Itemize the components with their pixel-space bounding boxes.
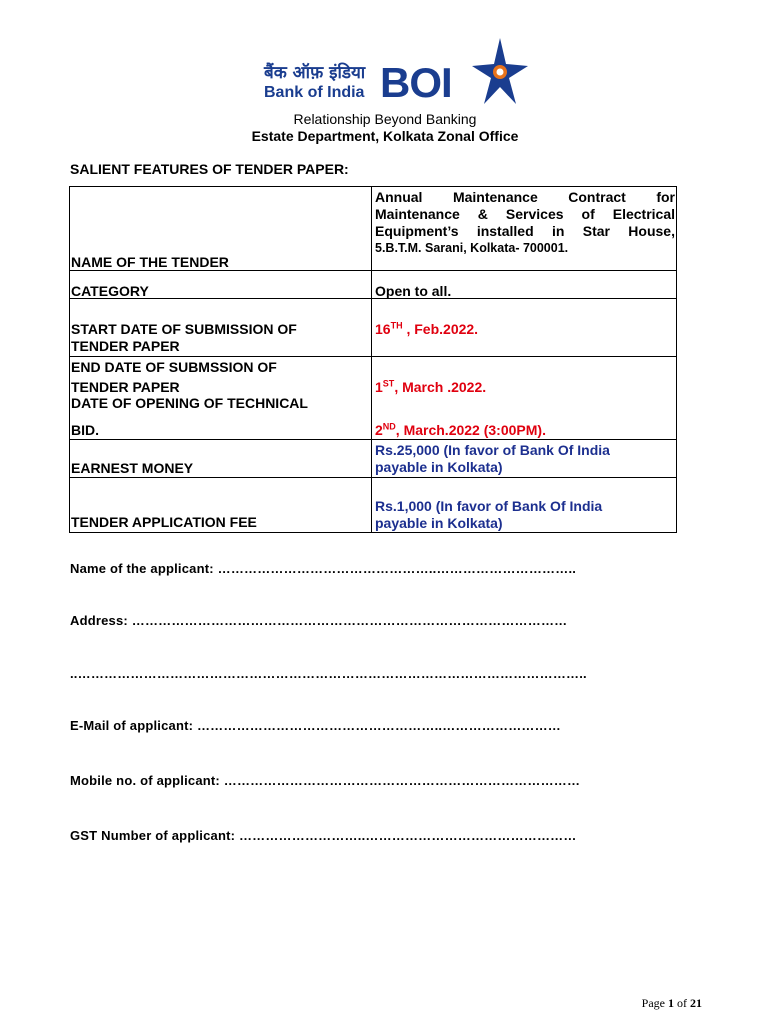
address-line2-field[interactable]: ..…………………………………………………………………………………………………….. <box>70 666 587 681</box>
end-date-value: 1ST, March .2022. <box>375 378 487 395</box>
table-row-name <box>69 186 677 271</box>
page-number: Page 1 of 21 <box>641 996 702 1010</box>
end-date-label-line1: END DATE OF SUBMSSION OF <box>71 359 277 375</box>
opening-date-label-line2: BID. <box>71 422 99 438</box>
bank-logo <box>262 36 530 108</box>
address-field[interactable]: Address: ……………………………………………………………………………………… <box>70 613 568 628</box>
tender-name-line4: 5.B.T.M. Sarani, Kolkata- 700001. <box>375 241 569 255</box>
application-fee-label: TENDER APPLICATION FEE <box>71 514 257 530</box>
earnest-money-line2: payable in Kolkata) <box>375 459 503 475</box>
table-row-earnest-money <box>69 439 677 478</box>
logo-abbreviation: BOI <box>380 59 452 106</box>
table-row-category <box>69 270 677 299</box>
category-value: Open to all. <box>375 283 452 299</box>
table-row-opening-date <box>69 395 677 440</box>
office-title: Estate Department, Kolkata Zonal Office <box>251 128 519 144</box>
start-date-label-line1: START DATE OF SUBMISSION OF <box>71 321 297 337</box>
applicant-name-field[interactable]: Name of the applicant: …………………………………………..………………………….. <box>70 561 577 576</box>
tagline: Relationship Beyond Banking <box>293 111 477 127</box>
end-date-label-line2: TENDER PAPER <box>71 379 180 395</box>
tender-name-line2: Maintenance & Services of Electrical <box>375 206 675 222</box>
logo-english-name: Bank of India <box>264 84 365 101</box>
star-logo-icon <box>470 36 530 106</box>
tender-name-line1: Annual Maintenance Contract for <box>375 189 675 205</box>
tender-name-label: NAME OF THE TENDER <box>71 254 229 270</box>
table-row-end-date <box>69 356 677 399</box>
table-row-start-date <box>69 298 677 357</box>
earnest-money-line1: Rs.25,000 (In favor of Bank Of India <box>375 442 610 458</box>
section-title: SALIENT FEATURES OF TENDER PAPER: <box>70 161 349 177</box>
application-fee-line2: payable in Kolkata) <box>375 515 503 531</box>
start-date-label-line2: TENDER PAPER <box>71 338 180 354</box>
email-field[interactable]: E-Mail of applicant: ………………………………………………..……………………… <box>70 718 562 733</box>
logo-hindi-name: बैंक ऑफ़ इंडिया <box>264 63 366 83</box>
opening-date-value: 2ND, March.2022 (3:00PM). <box>375 421 546 438</box>
opening-date-label-line1: DATE OF OPENING OF TECHNICAL <box>71 395 308 411</box>
gst-number-field[interactable]: GST Number of applicant: ………………………..………………………………………… <box>70 828 577 843</box>
category-label: CATEGORY <box>71 283 149 299</box>
start-date-value: 16TH , Feb.2022. <box>375 320 479 337</box>
earnest-money-label: EARNEST MONEY <box>71 460 194 476</box>
table-row-application-fee <box>69 477 677 533</box>
mobile-field[interactable]: Mobile no. of applicant: ……………………………………………………………………… <box>70 773 581 788</box>
tender-name-line3: Equipment’s installed in Star House, <box>375 223 675 239</box>
application-fee-line1: Rs.1,000 (In favor of Bank Of India <box>375 498 603 514</box>
